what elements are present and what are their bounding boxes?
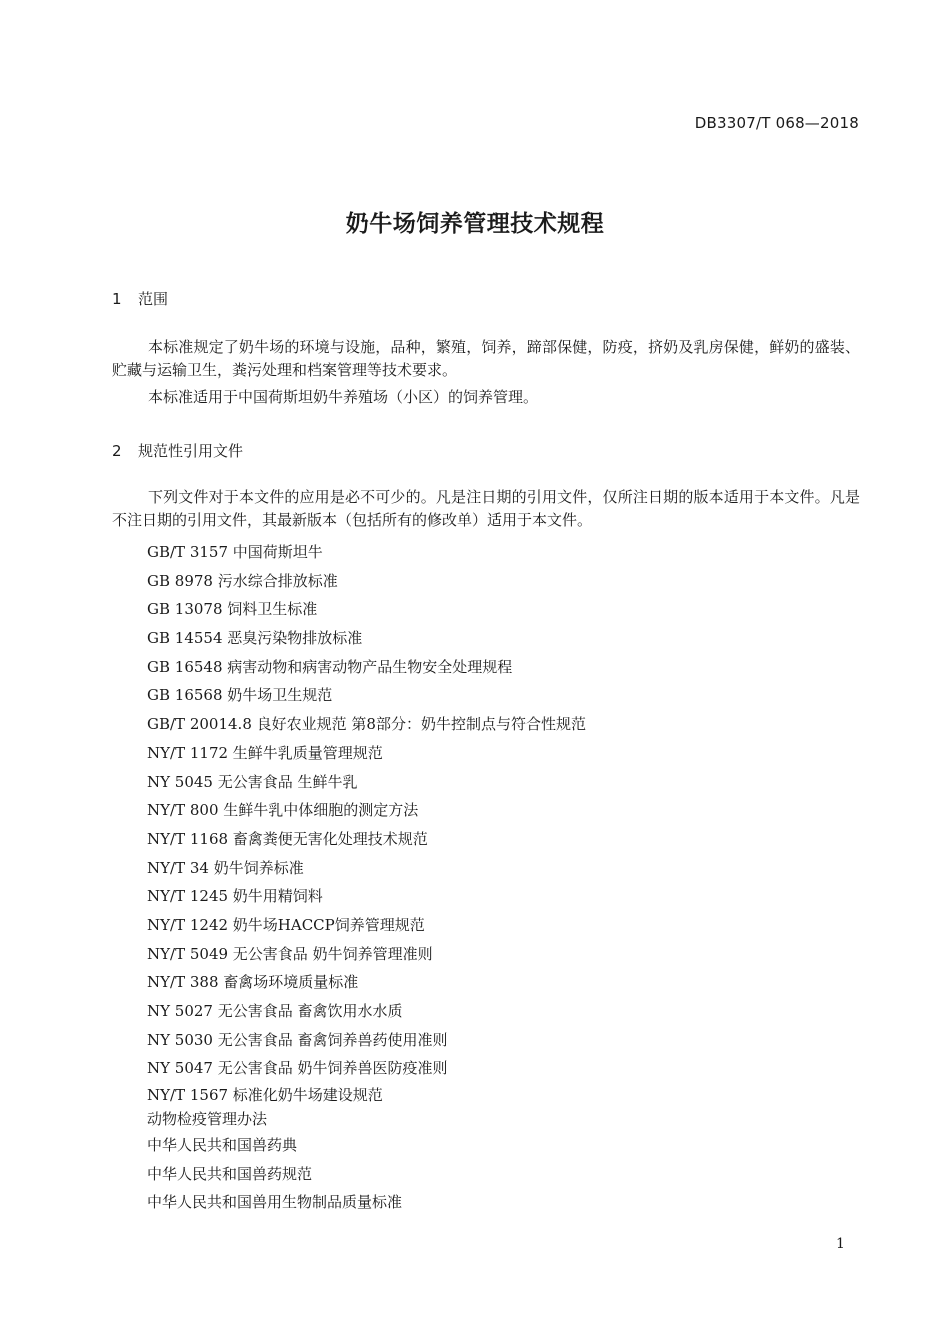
- reference-list: [147, 538, 586, 1217]
- reference-item: NY 5045 无公害食品 生鲜牛乳: [147, 772, 358, 791]
- references-intro-paragraph: 下列文件对于本文件的应用是必不可少的。凡是注日期的引用文件，仅所注日期的版本适用于本文件。凡是不注日期的引用文件，其最新版本（包括所有的修改单）适用于本文件。: [112, 488, 860, 529]
- scope-paragraph: 本标准规定了奶牛场的环境与设施，品种，繁殖，饲养，蹄部保健，防疫，挤奶及乳房保健，鲜奶的盛装、贮藏与运输卫生，粪污处理和档案管理等技术要求。: [112, 338, 860, 379]
- reference-item: 中华人民共和国兽药规范: [147, 1164, 313, 1183]
- reference-item: NY 5030 无公害食品 畜禽饲养兽药使用准则: [147, 1030, 448, 1049]
- scope-paragraph: 本标准适用于中国荷斯坦奶牛养殖场（小区）的饲养管理。: [148, 388, 539, 406]
- section-heading-normative-references: [112, 440, 243, 461]
- reference-item: NY 5047 无公害食品 奶牛饲养兽医防疫准则: [147, 1059, 448, 1078]
- reference-item: NY/T 1172 生鲜牛乳质量管理规范: [147, 743, 383, 762]
- reference-item: GB 16548 病害动物和病害动物产品生物安全处理规程: [147, 657, 513, 676]
- reference-item: NY/T 1242 奶牛场HACCP饲养管理规范: [147, 915, 425, 934]
- reference-item: GB 14554 恶臭污染物排放标准: [147, 629, 363, 648]
- reference-item: NY/T 800 生鲜牛乳中体细胞的测定方法: [147, 801, 419, 820]
- reference-item: GB 8978 污水综合排放标准: [147, 571, 338, 590]
- reference-item: GB/T 3157 中国荷斯坦牛: [147, 543, 323, 561]
- section-title: 范围: [138, 290, 169, 308]
- page-title: 奶牛场饲养管理技术规程: [345, 211, 605, 237]
- reference-item: 中华人民共和国兽用生物制品质量标准: [147, 1193, 403, 1212]
- document-code: DB3307/T 068—2018: [694, 114, 859, 132]
- reference-item: NY/T 1168 畜禽粪便无害化处理技术规范: [147, 829, 428, 848]
- reference-item: NY/T 34 奶牛饲养标准: [147, 858, 304, 877]
- section-heading-scope: [112, 288, 168, 309]
- reference-item: NY 5027 无公害食品 畜禽饮用水水质: [147, 1002, 403, 1020]
- section-number: 2: [112, 442, 122, 460]
- reference-item: GB 13078 饲料卫生标准: [147, 600, 318, 619]
- section-number: 1: [112, 290, 122, 308]
- reference-item: GB 16568 奶牛场卫生规范: [147, 686, 333, 705]
- reference-item: NY/T 1567 标准化奶牛场建设规范: [147, 1086, 383, 1105]
- reference-item: NY/T 5049 无公害食品 奶牛饲养管理准则: [147, 944, 433, 963]
- reference-item: NY/T 1245 奶牛用精饲料: [147, 887, 323, 906]
- page-number: 1: [836, 1236, 845, 1252]
- reference-item: GB/T 20014.8 良好农业规范 第8部分：奶牛控制点与符合性规范: [147, 715, 586, 734]
- reference-item: 动物检疫管理办法: [147, 1110, 268, 1129]
- section-title: 规范性引用文件: [138, 442, 244, 460]
- reference-item: 中华人民共和国兽药典: [147, 1136, 298, 1155]
- reference-item: NY/T 388 畜禽场环境质量标准: [147, 973, 359, 992]
